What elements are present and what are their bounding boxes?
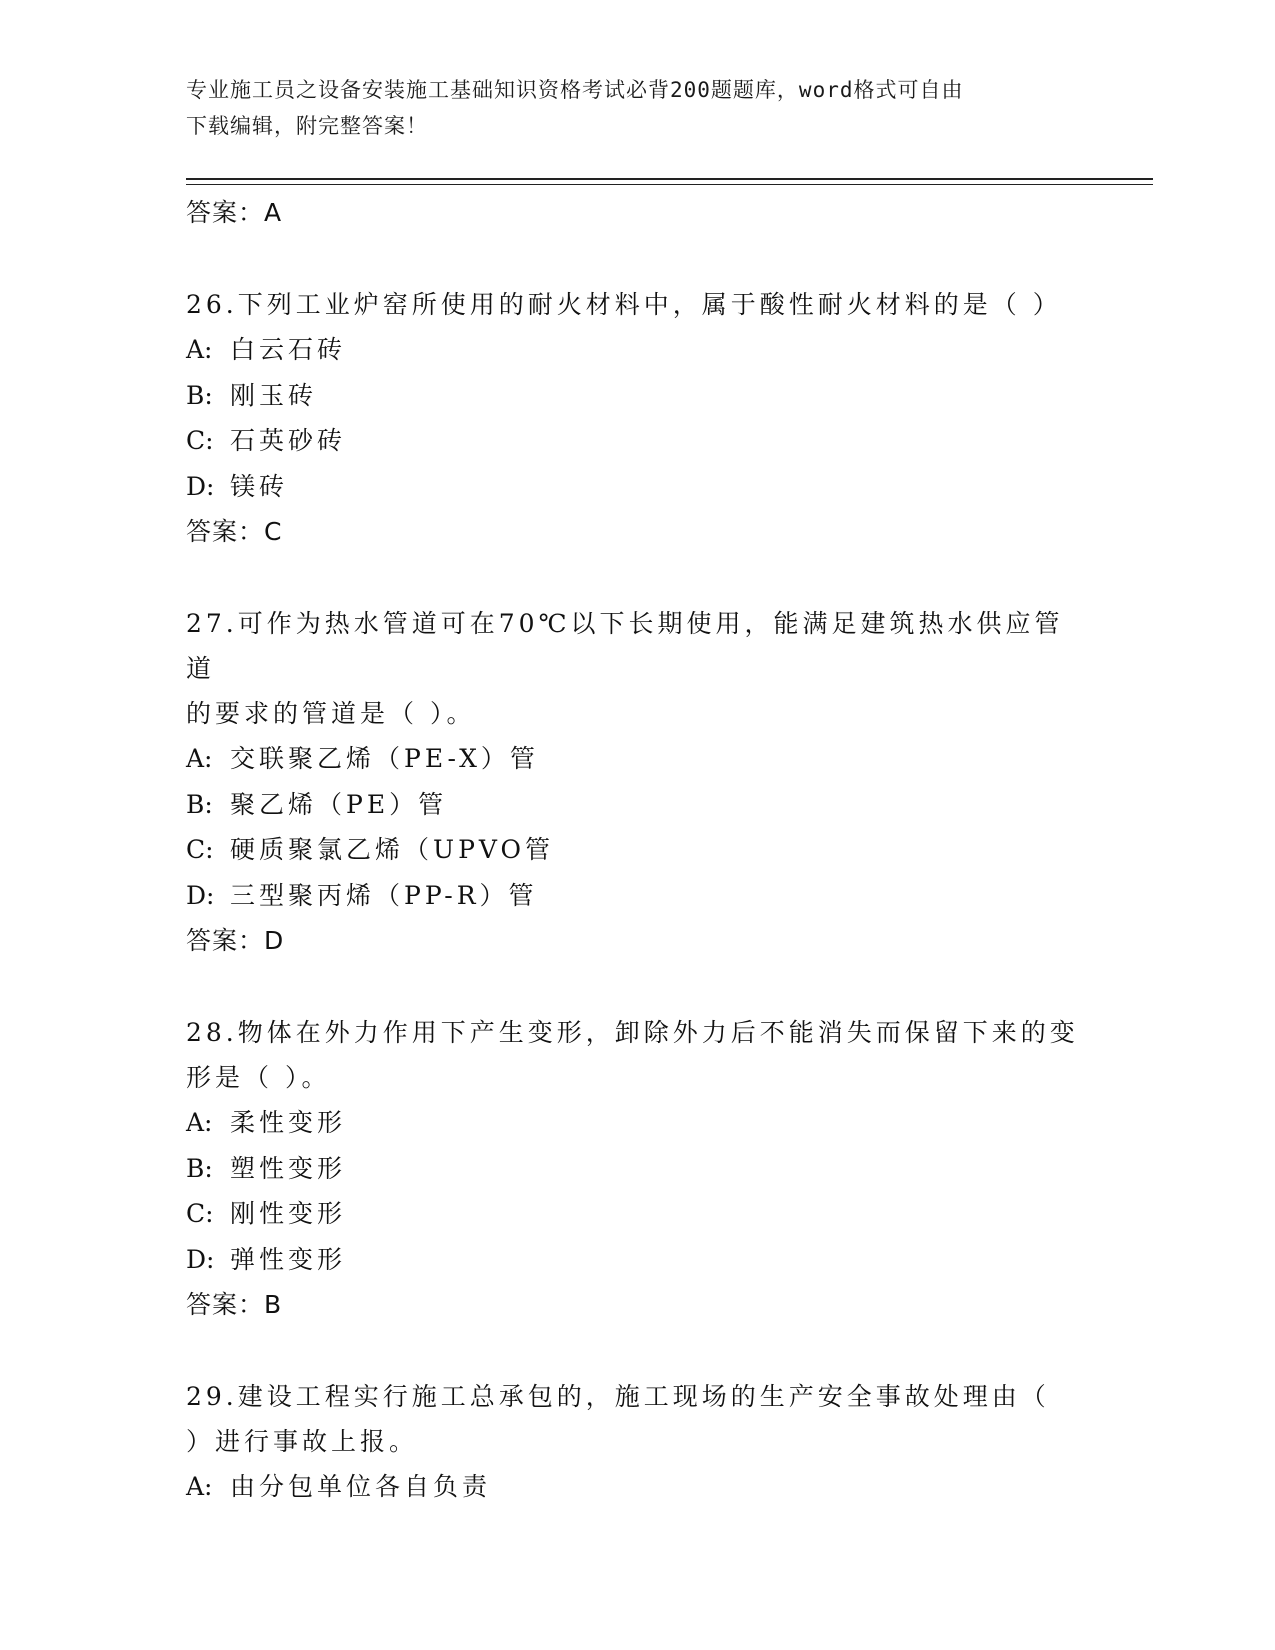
option-text: 弹性变形 xyxy=(230,1244,347,1274)
option-key: D: xyxy=(186,471,215,501)
option-key: C: xyxy=(186,1199,214,1228)
option-text: 塑性变形 xyxy=(230,1153,347,1183)
header-divider-thick xyxy=(186,178,1153,180)
option-text: 白云石砖 xyxy=(230,335,347,364)
document-body xyxy=(186,190,1086,1510)
option-text: 聚乙烯（PE）管 xyxy=(230,789,448,819)
option-key: A: xyxy=(186,1472,213,1501)
option-c xyxy=(186,418,1086,464)
document-header xyxy=(186,72,1086,144)
option-key: B: xyxy=(186,1153,213,1183)
question-27 xyxy=(186,601,1086,964)
question-stem-line-2: 的要求的管道是（ ）。 xyxy=(186,699,476,728)
previous-answer: 答案：A xyxy=(186,198,283,227)
option-key: C: xyxy=(186,835,214,864)
answer-26: 答案：C xyxy=(186,517,283,546)
option-b xyxy=(186,782,1086,828)
option-key: A: xyxy=(186,335,213,364)
option-b xyxy=(186,1146,1086,1192)
option-text: 刚玉砖 xyxy=(230,380,318,410)
option-a xyxy=(186,1100,1086,1146)
option-a xyxy=(186,327,1086,373)
option-text: 交联聚乙烯（PE-X）管 xyxy=(230,744,539,773)
question-stem-line-1: 28.物体在外力作用下产生变形，卸除外力后不能消失而保留下来的变 xyxy=(186,1018,1079,1047)
option-key: A: xyxy=(186,1108,213,1137)
option-text: 由分包单位各自负责 xyxy=(230,1472,492,1501)
option-text: 三型聚丙烯（PP-R）管 xyxy=(230,880,538,910)
option-key: B: xyxy=(186,380,213,410)
option-text: 石英砂砖 xyxy=(230,426,347,455)
question-stem-line-2: ）进行事故上报。 xyxy=(186,1427,419,1456)
option-d xyxy=(186,1237,1086,1283)
question-stem: 26.下列工业炉窑所使用的耐火材料中，属于酸性耐火材料的是（ ） xyxy=(186,290,1062,319)
option-text: 柔性变形 xyxy=(230,1108,347,1137)
header-title-line2: 下载编辑，附完整答案！ xyxy=(186,114,428,138)
answer-28: 答案：B xyxy=(186,1290,283,1319)
option-b xyxy=(186,373,1086,419)
option-d xyxy=(186,464,1086,510)
question-stem-line-2: 形是（ ）。 xyxy=(186,1063,331,1092)
option-key: A: xyxy=(186,744,213,773)
option-text: 硬质聚氯乙烯（UPVO管 xyxy=(230,835,555,864)
question-29 xyxy=(186,1374,1086,1510)
option-c xyxy=(186,827,1086,873)
option-a xyxy=(186,1464,1086,1510)
option-text: 刚性变形 xyxy=(230,1199,347,1228)
option-d xyxy=(186,873,1086,919)
question-stem-line-1: 29.建设工程实行施工总承包的，施工现场的生产安全事故处理由（ xyxy=(186,1382,1050,1411)
answer-27: 答案：D xyxy=(186,926,285,955)
option-c xyxy=(186,1191,1086,1237)
option-key: D: xyxy=(186,1244,215,1274)
header-divider-thin xyxy=(186,184,1153,185)
option-key: C: xyxy=(186,426,214,455)
question-stem-line-1: 27.可作为热水管道可在70℃以下长期使用，能满足建筑热水供应管道 xyxy=(186,609,1064,683)
option-text: 镁砖 xyxy=(230,471,289,501)
option-a xyxy=(186,736,1086,782)
question-28 xyxy=(186,1010,1086,1328)
header-title-line1: 专业施工员之设备安装施工基础知识资格考试必背200题题库，word格式可自由 xyxy=(186,78,964,102)
option-key: D: xyxy=(186,880,215,910)
option-key: B: xyxy=(186,789,213,819)
question-26 xyxy=(186,282,1086,555)
